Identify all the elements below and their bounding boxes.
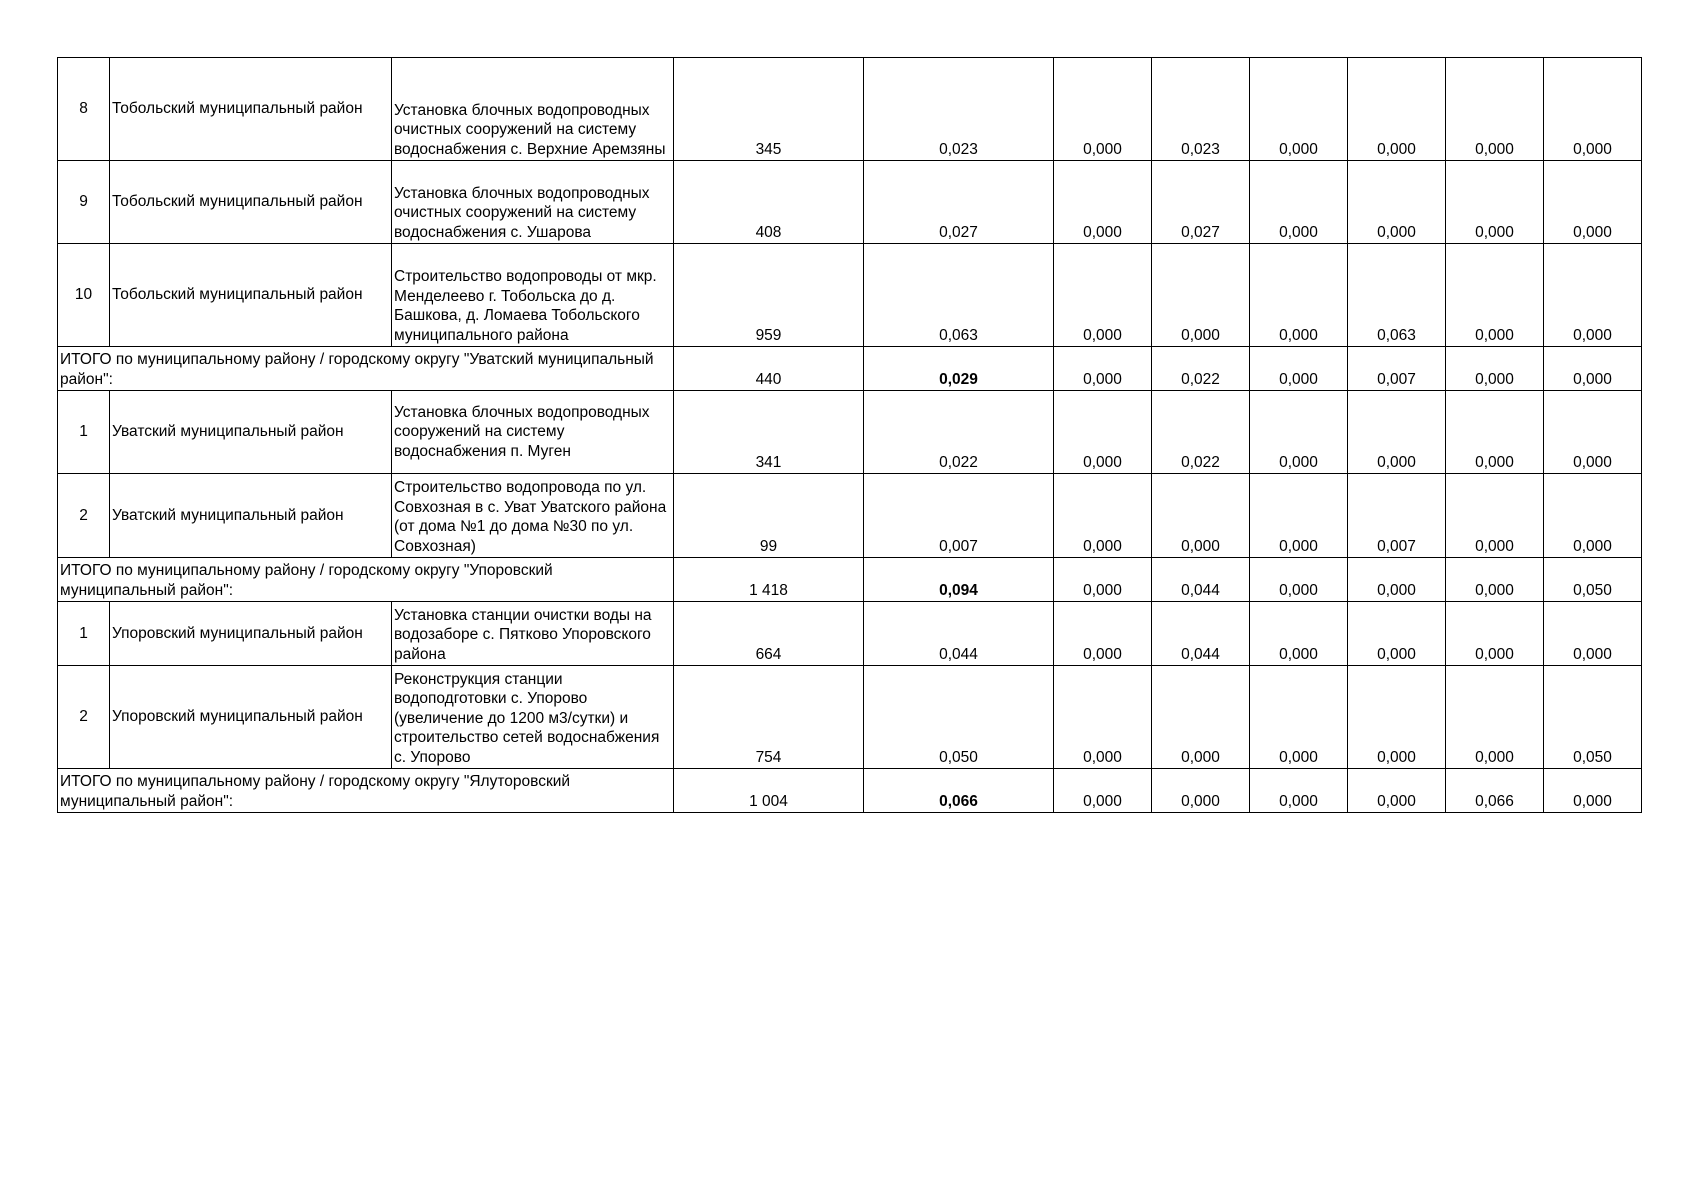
value-cell: 0,022 xyxy=(1152,391,1250,474)
value-cell: 0,000 xyxy=(1250,347,1348,391)
value-cell: 0,000 xyxy=(1054,558,1152,602)
municipality-cell: Упоровский муниципальный район xyxy=(110,666,392,769)
value-cell: 0,000 xyxy=(1348,602,1446,666)
municipality-cell: Упоровский муниципальный район xyxy=(110,602,392,666)
municipality-cell: Уватский муниципальный район xyxy=(110,391,392,474)
table-row xyxy=(58,474,1642,558)
value-cell: 0,007 xyxy=(1348,474,1446,558)
value-cell: 0,000 xyxy=(1544,161,1642,244)
table-row xyxy=(58,244,1642,347)
description-cell: Строительство водопроводы от мкр. Менделеево г. Тобольска до д. Башкова, д. Ломаева Тобольского муниципального района xyxy=(392,244,674,347)
value-cell: 341 xyxy=(674,391,864,474)
description-cell: Установка станции очистки воды на водозаборе с. Пятково Упоровского района xyxy=(392,602,674,666)
description-cell: Установка блочных водопроводных очистных сооружений на систему водоснабжения с. Верхние Аремзяны xyxy=(392,58,674,161)
value-cell: 0,000 xyxy=(1446,391,1544,474)
value-cell: 664 xyxy=(674,602,864,666)
municipality-cell: Тобольский муниципальный район xyxy=(110,161,392,244)
table-row xyxy=(58,666,1642,769)
value-cell: 0,000 xyxy=(1348,58,1446,161)
total-label: ИТОГО по муниципальному району / городскому округу "Ялуторовский муниципальный район": xyxy=(58,769,674,813)
total-label: ИТОГО по муниципальному району / городскому округу "Уватский муниципальный район": xyxy=(58,347,674,391)
value-cell: 0,063 xyxy=(1348,244,1446,347)
total-value-cell: 0,094 xyxy=(864,558,1054,602)
municipality-cell: Тобольский муниципальный район xyxy=(110,244,392,347)
value-cell: 0,007 xyxy=(1348,347,1446,391)
municipality-cell: Тобольский муниципальный район xyxy=(110,58,392,161)
value-cell: 0,000 xyxy=(1446,347,1544,391)
value-cell: 0,000 xyxy=(1054,474,1152,558)
total-row xyxy=(58,558,1642,602)
table-row xyxy=(58,161,1642,244)
value-cell: 345 xyxy=(674,58,864,161)
value-cell: 0,050 xyxy=(1544,666,1642,769)
value-cell: 0,000 xyxy=(1250,558,1348,602)
value-cell: 0,022 xyxy=(1152,347,1250,391)
value-cell: 0,000 xyxy=(1250,244,1348,347)
value-cell: 0,000 xyxy=(1054,347,1152,391)
value-cell: 0,000 xyxy=(1152,244,1250,347)
value-cell: 0,000 xyxy=(1054,244,1152,347)
value-cell: 0,000 xyxy=(1544,347,1642,391)
value-cell: 0,000 xyxy=(1152,769,1250,813)
value-cell: 0,000 xyxy=(1446,558,1544,602)
value-cell: 0,000 xyxy=(1446,474,1544,558)
value-cell: 99 xyxy=(674,474,864,558)
municipality-cell: Уватский муниципальный район xyxy=(110,474,392,558)
value-cell: 0,063 xyxy=(864,244,1054,347)
row-number: 2 xyxy=(58,666,110,769)
description-cell: Реконструкция станции водоподготовки с. Упорово (увеличение до 1200 м3/сутки) и строительство сетей водоснабжения с. Упорово xyxy=(392,666,674,769)
row-number: 2 xyxy=(58,474,110,558)
value-cell: 0,022 xyxy=(864,391,1054,474)
value-cell: 959 xyxy=(674,244,864,347)
value-cell: 0,000 xyxy=(1544,58,1642,161)
row-number: 8 xyxy=(58,58,110,161)
value-cell: 0,000 xyxy=(1544,474,1642,558)
value-cell: 0,044 xyxy=(1152,558,1250,602)
row-number: 10 xyxy=(58,244,110,347)
value-cell: 0,027 xyxy=(1152,161,1250,244)
total-row xyxy=(58,347,1642,391)
value-cell: 0,000 xyxy=(1348,161,1446,244)
value-cell: 0,000 xyxy=(1446,602,1544,666)
value-cell: 0,000 xyxy=(1446,244,1544,347)
value-cell: 0,000 xyxy=(1544,244,1642,347)
value-cell: 0,066 xyxy=(1446,769,1544,813)
total-value-cell: 0,066 xyxy=(864,769,1054,813)
value-cell: 0,000 xyxy=(1054,58,1152,161)
value-cell: 0,000 xyxy=(1054,666,1152,769)
value-cell: 0,000 xyxy=(1544,391,1642,474)
value-cell: 0,000 xyxy=(1446,161,1544,244)
value-cell: 0,000 xyxy=(1348,558,1446,602)
value-cell: 0,000 xyxy=(1250,161,1348,244)
value-cell: 0,007 xyxy=(864,474,1054,558)
row-number: 1 xyxy=(58,602,110,666)
value-cell: 0,000 xyxy=(1250,602,1348,666)
value-cell: 0,000 xyxy=(1348,769,1446,813)
value-cell: 0,000 xyxy=(1446,58,1544,161)
description-cell: Строительство водопровода по ул. Совхозная в с. Уват Уватского района (от дома №1 до дома №30 по ул. Совхозная) xyxy=(392,474,674,558)
value-cell: 0,000 xyxy=(1152,474,1250,558)
value-cell: 0,044 xyxy=(1152,602,1250,666)
table-row xyxy=(58,58,1642,161)
value-cell: 0,000 xyxy=(1054,602,1152,666)
value-cell: 0,023 xyxy=(864,58,1054,161)
value-cell: 0,000 xyxy=(1446,666,1544,769)
value-cell: 1 004 xyxy=(674,769,864,813)
description-cell: Установка блочных водопроводных очистных сооружений на систему водоснабжения с. Ушарова xyxy=(392,161,674,244)
value-cell: 0,000 xyxy=(1250,391,1348,474)
value-cell: 0,000 xyxy=(1250,769,1348,813)
total-label: ИТОГО по муниципальному району / городскому округу "Упоровский муниципальный район": xyxy=(58,558,674,602)
value-cell: 0,023 xyxy=(1152,58,1250,161)
total-row xyxy=(58,769,1642,813)
value-cell: 0,050 xyxy=(1544,558,1642,602)
value-cell: 0,000 xyxy=(1250,474,1348,558)
total-value-cell: 0,029 xyxy=(864,347,1054,391)
value-cell: 0,000 xyxy=(1054,391,1152,474)
value-cell: 0,000 xyxy=(1348,666,1446,769)
value-cell: 0,000 xyxy=(1348,391,1446,474)
value-cell: 0,044 xyxy=(864,602,1054,666)
value-cell: 0,000 xyxy=(1544,769,1642,813)
value-cell: 1 418 xyxy=(674,558,864,602)
table-row xyxy=(58,602,1642,666)
row-number: 1 xyxy=(58,391,110,474)
value-cell: 408 xyxy=(674,161,864,244)
value-cell: 0,000 xyxy=(1250,666,1348,769)
value-cell: 0,000 xyxy=(1054,769,1152,813)
value-cell: 440 xyxy=(674,347,864,391)
row-number: 9 xyxy=(58,161,110,244)
value-cell: 0,000 xyxy=(1544,602,1642,666)
value-cell: 0,050 xyxy=(864,666,1054,769)
value-cell: 0,027 xyxy=(864,161,1054,244)
value-cell: 754 xyxy=(674,666,864,769)
investment-table xyxy=(57,57,1642,813)
value-cell: 0,000 xyxy=(1054,161,1152,244)
value-cell: 0,000 xyxy=(1250,58,1348,161)
value-cell: 0,000 xyxy=(1152,666,1250,769)
table-row xyxy=(58,391,1642,474)
description-cell: Установка блочных водопроводных сооружений на систему водоснабжения п. Муген xyxy=(392,391,674,474)
